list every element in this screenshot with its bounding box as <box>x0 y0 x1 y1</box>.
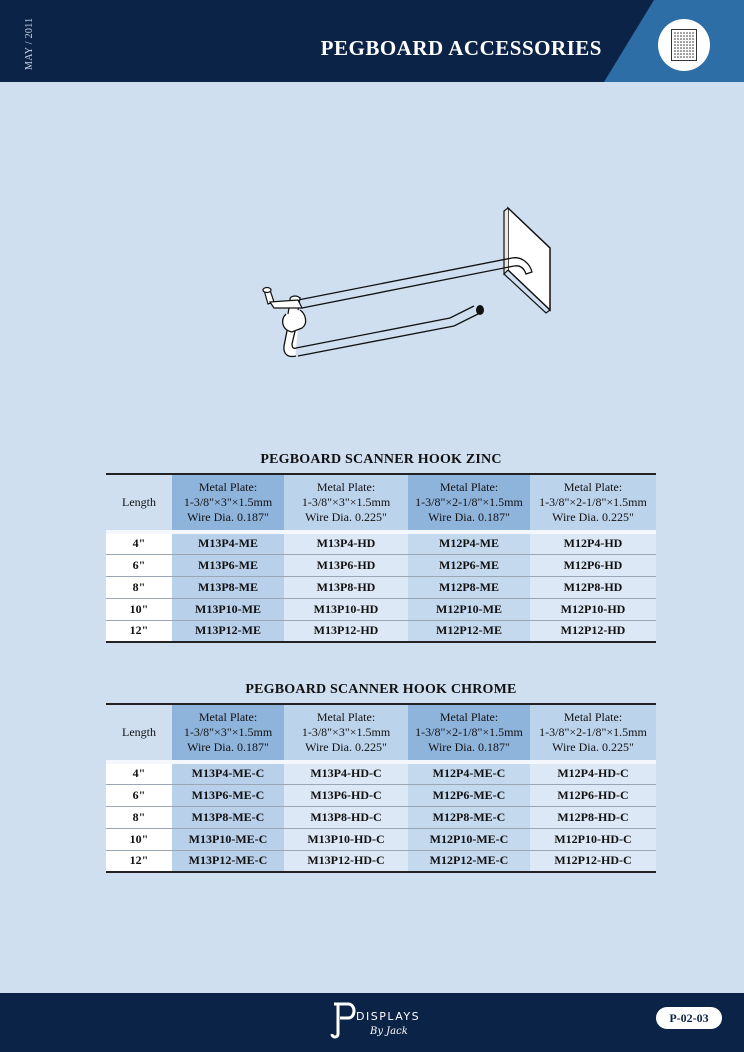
part-number-cell: M13P12-HD-C <box>284 850 408 872</box>
part-number-cell: M13P6-HD <box>284 554 408 576</box>
brand-logo <box>326 996 426 1046</box>
part-number-cell: M12P4-HD <box>530 532 656 554</box>
logo-wordmark: DISPLAYS <box>356 1010 421 1023</box>
part-number-cell: M12P6-ME <box>408 554 530 576</box>
table-row <box>106 598 656 620</box>
length-header: Length <box>106 704 172 762</box>
part-number-cell: M12P12-ME-C <box>408 850 530 872</box>
part-number-cell: M12P8-HD-C <box>530 806 656 828</box>
part-number-cell: M13P8-HD <box>284 576 408 598</box>
part-number-cell: M12P10-HD <box>530 598 656 620</box>
part-number-cell: M13P4-HD <box>284 532 408 554</box>
pegboard-icon <box>658 19 710 71</box>
part-number-cell: M13P6-HD-C <box>284 784 408 806</box>
page-number-badge: P-02-03 <box>656 1007 722 1029</box>
page-title: PEGBOARD ACCESSORIES <box>320 36 602 60</box>
part-number-cell: M13P12-ME <box>172 620 284 642</box>
part-number-cell: M13P10-ME-C <box>172 828 284 850</box>
part-number-cell: M12P4-ME-C <box>408 762 530 784</box>
part-number-cell: M13P8-ME <box>172 576 284 598</box>
length-cell: 8" <box>106 576 172 598</box>
length-cell: 8" <box>106 806 172 828</box>
part-number-cell: M12P4-ME <box>408 532 530 554</box>
column-header: Metal Plate: 1-3/8"×3"×1.5mm Wire Dia. 0.225" <box>284 704 408 762</box>
scanner-hook-illustration <box>250 198 560 376</box>
table-row <box>106 806 656 828</box>
zinc-table-title: PEGBOARD SCANNER HOOK ZINC <box>260 452 502 467</box>
part-number-cell: M12P8-ME <box>408 576 530 598</box>
column-header: Metal Plate: 1-3/8"×2-1/8"×1.5mm Wire Dia. 0.225" <box>530 704 656 762</box>
length-header: Length <box>106 474 172 532</box>
part-number-cell: M13P10-ME <box>172 598 284 620</box>
length-cell: 10" <box>106 598 172 620</box>
table-row <box>106 762 656 784</box>
part-number-cell: M12P12-HD-C <box>530 850 656 872</box>
issue-date: MAY / 2011 <box>24 17 35 71</box>
column-header: Metal Plate: 1-3/8"×3"×1.5mm Wire Dia. 0.187" <box>172 474 284 532</box>
part-number-cell: M13P6-ME <box>172 554 284 576</box>
table-row <box>106 532 656 554</box>
column-header: Metal Plate: 1-3/8"×2-1/8"×1.5mm Wire Dia. 0.187" <box>408 704 530 762</box>
page-header <box>0 0 744 82</box>
chrome-table-title: PEGBOARD SCANNER HOOK CHROME <box>245 682 517 697</box>
part-number-cell: M13P4-ME-C <box>172 762 284 784</box>
part-number-cell: M13P12-ME-C <box>172 850 284 872</box>
part-number-cell: M13P10-HD <box>284 598 408 620</box>
table-header-row <box>106 474 656 532</box>
length-cell: 12" <box>106 850 172 872</box>
column-header: Metal Plate: 1-3/8"×3"×1.5mm Wire Dia. 0.187" <box>172 704 284 762</box>
page-footer <box>0 993 744 1052</box>
part-number-cell: M13P6-ME-C <box>172 784 284 806</box>
pegboard-grid-graphic <box>671 29 697 61</box>
part-number-cell: M12P8-ME-C <box>408 806 530 828</box>
column-header: Metal Plate: 1-3/8"×2-1/8"×1.5mm Wire Dia. 0.187" <box>408 474 530 532</box>
part-number-cell: M12P12-ME <box>408 620 530 642</box>
part-number-cell: M13P10-HD-C <box>284 828 408 850</box>
part-number-cell: M12P6-ME-C <box>408 784 530 806</box>
length-cell: 4" <box>106 762 172 784</box>
zinc-hook-table <box>106 473 656 643</box>
part-number-cell: M13P4-HD-C <box>284 762 408 784</box>
table-row <box>106 850 656 872</box>
column-header: Metal Plate: 1-3/8"×3"×1.5mm Wire Dia. 0.225" <box>284 474 408 532</box>
part-number-cell: M12P10-ME <box>408 598 530 620</box>
table-row <box>106 576 656 598</box>
part-number-cell: M12P4-HD-C <box>530 762 656 784</box>
length-cell: 4" <box>106 532 172 554</box>
length-cell: 10" <box>106 828 172 850</box>
part-number-cell: M12P6-HD-C <box>530 784 656 806</box>
table-row <box>106 828 656 850</box>
part-number-cell: M13P12-HD <box>284 620 408 642</box>
part-number-cell: M13P8-HD-C <box>284 806 408 828</box>
part-number-cell: M12P8-HD <box>530 576 656 598</box>
table-row <box>106 620 656 642</box>
column-header: Metal Plate: 1-3/8"×2-1/8"×1.5mm Wire Dia. 0.225" <box>530 474 656 532</box>
part-number-cell: M12P10-HD-C <box>530 828 656 850</box>
part-number-cell: M12P12-HD <box>530 620 656 642</box>
table-row <box>106 554 656 576</box>
length-cell: 6" <box>106 554 172 576</box>
length-cell: 12" <box>106 620 172 642</box>
part-number-cell: M12P6-HD <box>530 554 656 576</box>
part-number-cell: M12P10-ME-C <box>408 828 530 850</box>
table-header-row <box>106 704 656 762</box>
table-row <box>106 784 656 806</box>
part-number-cell: M13P8-ME-C <box>172 806 284 828</box>
part-number-cell: M13P4-ME <box>172 532 284 554</box>
length-cell: 6" <box>106 784 172 806</box>
brand-logo-mark <box>328 1000 358 1040</box>
logo-tagline: By Jack <box>370 1026 408 1037</box>
chrome-hook-table <box>106 703 656 873</box>
